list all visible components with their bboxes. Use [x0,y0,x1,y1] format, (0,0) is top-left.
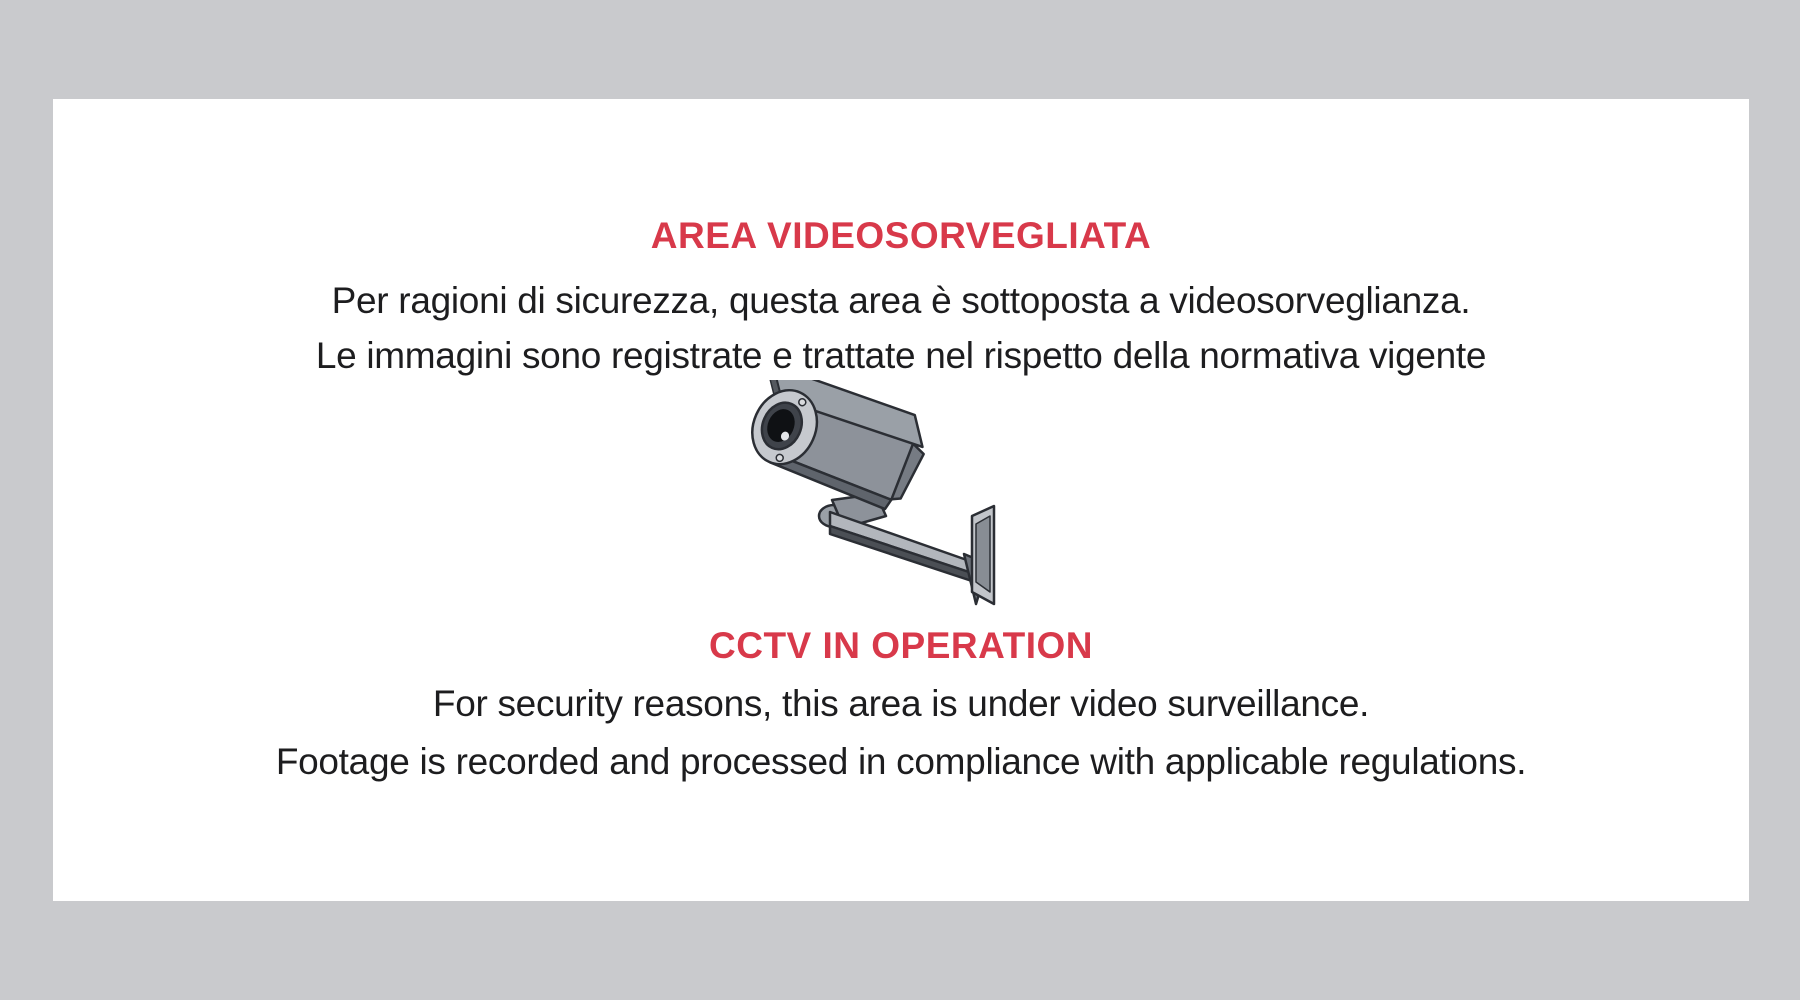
italian-body-line1: Per ragioni di sicurezza, questa area è sottoposta a videosorveglianza. [331,280,1471,321]
italian-heading: AREA VIDEOSORVEGLIATA [650,215,1152,256]
sign-card [53,99,1749,901]
cctv-camera-icon [748,380,1008,615]
english-heading: CCTV IN OPERATION [709,625,1093,666]
english-body-line2: Footage is recorded and processed in compliance with applicable regulations. [275,741,1527,782]
english-body-line1: For security reasons, this area is under video surveillance. [432,683,1370,724]
italian-body-line2: Le immagini sono registrate e trattate nel rispetto della normativa vigente [315,335,1487,376]
